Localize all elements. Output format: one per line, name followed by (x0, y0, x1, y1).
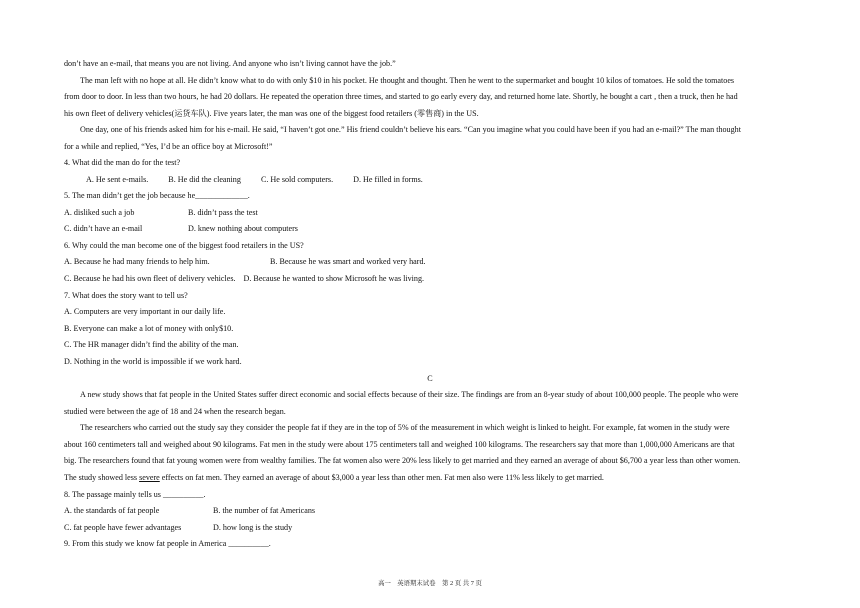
passage-b-paragraph-3-line-1: One day, one of his friends asked him for his e-mail. He said, “I haven’t got one.” His friend couldn’t believe his ears. “Can you imagine what you could have been if you had an e-mail?” The man thought (80, 125, 741, 134)
option-c: C. didn’t have an e-mail (64, 224, 143, 233)
question-9: 9. From this study we know fat people in America __________. (64, 539, 271, 548)
text-segment: The study showed less (64, 473, 140, 482)
option-a: A. Because he had many friends to help him. (64, 257, 210, 266)
option-a: A. He sent e-mails. (86, 175, 149, 184)
option-b: B. the number of fat Americans (213, 506, 316, 515)
question-7: 7. What does the story want to tell us? (64, 291, 188, 300)
question-6: 6. Why could the man become one of the biggest food retailers in the US? (64, 241, 304, 250)
passage-b-paragraph-2-line-3: his own fleet of delivery vehicles(运货车队). Five years later, the man was one of the biggest food retailers (零售商) in the US. (64, 109, 479, 118)
question-6-options-row-1 (64, 256, 804, 267)
question-5-options-row-2 (64, 223, 804, 234)
passage-b-paragraph-3-line-2: for a while and replied, “Yes, I’d be an office boy at Microsoft!” (64, 142, 273, 151)
option-d: D. how long is the study (213, 523, 293, 532)
question-8: 8. The passage mainly tells us __________. (64, 490, 206, 499)
question-7-option-d: D. Nothing in the world is impossible if we work hard. (64, 357, 242, 366)
section-c-heading: C (427, 374, 433, 383)
question-4-options (86, 174, 826, 185)
option-a: A. disliked such a job (64, 208, 135, 217)
question-5-options-row-1 (64, 207, 804, 218)
option-b: B. He did the cleaning (168, 175, 241, 184)
question-8-options-row-1 (64, 505, 804, 516)
passage-c-paragraph-2-line-3: big. The researchers found that fat young women were from wealthy families. The fat women also were 20% less likely to get married and they earned an average of about $6,700 a year less than other women. (64, 456, 741, 465)
question-5: 5. The man didn’t get the job because he_____________. (64, 191, 250, 200)
option-a: A. the standards of fat people (64, 506, 160, 515)
text-segment: effects on fat men. They earned an average of about $3,000 a year less than other men. Fat men also were 11% less likely to get married. (159, 473, 604, 482)
question-7-option-a: A. Computers are very important in our daily life. (64, 307, 226, 316)
passage-b-paragraph-end: don’t have an e-mail, that means you are not living. And anyone who isn’t living cannot have the job.” (64, 59, 396, 68)
passage-c-paragraph-2-line-2: about 160 centimeters tall and weighed about 90 kilograms. Fat men in the study were about 175 centimeters tall and weighed 100 kilograms. The researchers say that more than 1,000,000 Americans are that (64, 440, 735, 449)
option-c: C. Because he had his own fleet of delivery vehicles. (64, 274, 236, 283)
underlined-word: severe (139, 473, 160, 482)
option-c: C. He sold computers. (260, 175, 334, 184)
option-d: D. knew nothing about computers (188, 224, 298, 233)
option-b: B. didn’t pass the test (188, 208, 258, 217)
passage-b-paragraph-2-line-1: The man left with no hope at all. He didn’t know what to do with only $10 in his pocket. He thought and thought. Then he went to the supermarket and bought 10 kilos of tomatoes. He sold the tomatoes (80, 76, 735, 85)
option-d: D. He filled in forms. (353, 175, 423, 184)
question-8-options-row-2 (64, 522, 804, 533)
question-7-option-c: C. The HR manager didn’t find the ability of the man. (64, 340, 239, 349)
option-b: B. Because he was smart and worked very hard. (270, 257, 426, 266)
passage-c-paragraph-2-line-4 (64, 472, 804, 483)
passage-b-paragraph-2-line-2: from door to door. In less than two hours, he had 20 dollars. He repeated the operation three times, and started to go early every day, and returned home late. Shortly, he bought a cart , then a truck, then he had (64, 92, 738, 101)
question-7-option-b: B. Everyone can make a lot of money with only$10. (64, 324, 234, 333)
question-6-options-row-2 (64, 273, 804, 284)
question-4: 4. What did the man do for the test? (64, 158, 181, 167)
passage-c-paragraph-1-line-2: studied were between the age of 18 and 24 when the research began. (64, 407, 286, 416)
passage-c-paragraph-1-line-1: A new study shows that fat people in the United States suffer direct economic and social effects because of their size. The findings are from an 8-year study of about 100,000 people. The people who were (80, 390, 739, 399)
passage-c-paragraph-2-line-1: The researchers who carried out the study say they consider the people fat if they are in the top of 5% of the measurement in which weight is linked to height. For example, fat women in the study were (80, 423, 730, 432)
page-footer: 高一 英语期末试卷 第 2 页 共 7 页 (378, 580, 482, 587)
option-d: D. Because he wanted to show Microsoft he was living. (243, 274, 425, 283)
option-c: C. fat people have fewer advantages (64, 523, 182, 532)
